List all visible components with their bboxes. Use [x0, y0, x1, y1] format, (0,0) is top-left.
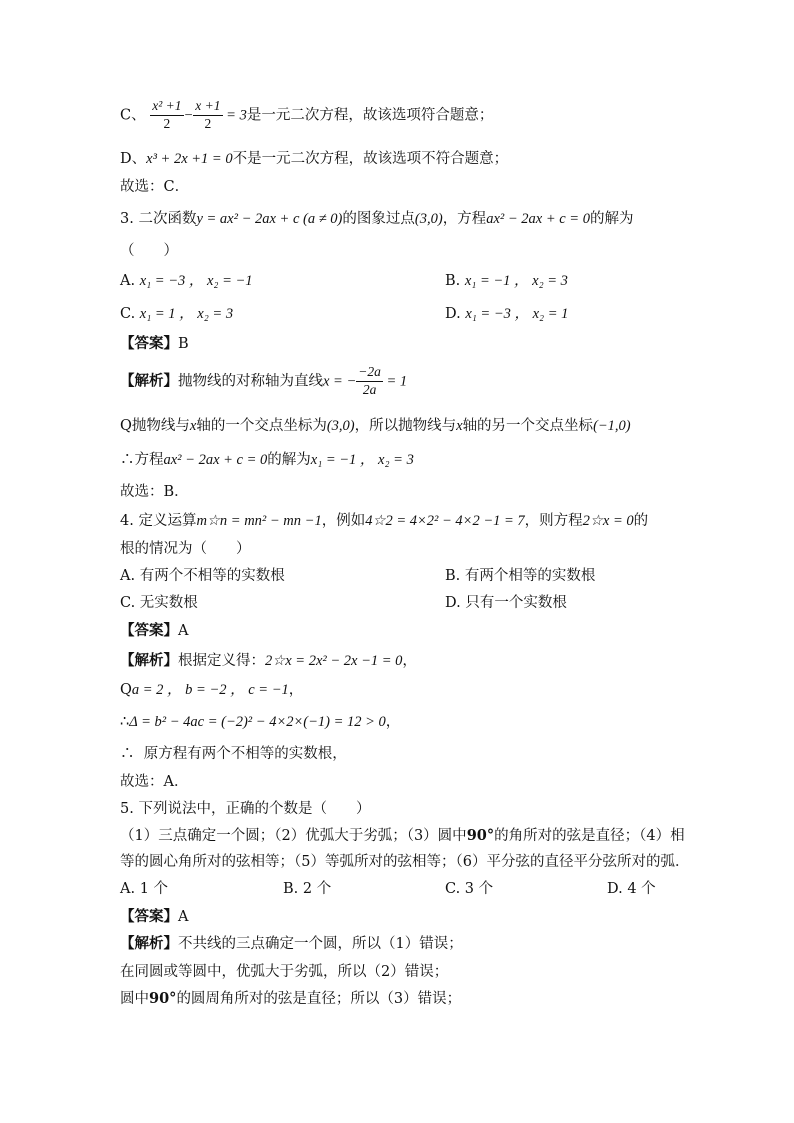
analysis-tag: 【解析】 [120, 652, 178, 669]
q4-option-b: B. 有两个相等的实数根 [445, 568, 596, 584]
analysis-text: 不共线的三点确定一个圆，所以（1）错误； [178, 936, 463, 952]
fraction-denominator: 2a [362, 381, 377, 397]
q3-option-a [120, 272, 253, 291]
variable: x [189, 418, 197, 434]
q5-analysis-2: 在同圆或等圆中，优弧大于劣弧，所以（2）错误； [120, 964, 449, 980]
q4-analysis-3 [120, 713, 400, 732]
point: (3,0) [414, 211, 443, 227]
therefore-symbol: ∴ [120, 746, 135, 762]
option-label: A. [120, 273, 136, 289]
option-value: x₁ = −1 ， x₂ = 3 [464, 273, 568, 289]
q3-choice: 故选：B． [120, 484, 189, 500]
answer-value: B [178, 336, 189, 352]
q5-stem: 5. 下列说法中，正确的个数是（ ） [120, 801, 371, 817]
point: (−1,0) [593, 418, 631, 434]
q4-option-d: D. 只有一个实数根 [445, 595, 567, 611]
answer-tag: 【答案】 [120, 622, 178, 639]
stem-text: 的解为 [589, 211, 634, 227]
stem-text: 的图象过点 [342, 211, 415, 227]
option-value: x₁ = 1 ， x₂ = 3 [139, 306, 234, 322]
equation: x = − [323, 373, 357, 390]
degree-value: 90° [149, 990, 177, 1007]
analysis-text: 的圆周角所对的弦是直径；所以（3）错误； [176, 991, 462, 1007]
analysis-text: 的解为 [267, 452, 311, 468]
option-label: C、 [120, 107, 146, 124]
because-symbol: Q [120, 682, 132, 698]
q2-choice: 故选：C． [120, 179, 190, 195]
q4-analysis-1 [120, 652, 417, 671]
analysis-tag: 【解析】 [120, 372, 178, 390]
option-label: B. [445, 273, 461, 289]
q5-option-a: A. 1 个 [120, 881, 169, 897]
q3-paren: （ ） [120, 243, 178, 259]
variable: x [456, 418, 463, 434]
q4-choice: 故选：A． [120, 774, 189, 790]
q5-option-b: B. 2 个 [283, 881, 332, 897]
punctuation: ， [402, 653, 417, 669]
q3-option-d [445, 305, 568, 324]
q4-option-a: A. 有两个不相等的实数根 [120, 568, 285, 584]
answer-value: A [178, 909, 189, 925]
q3-stem [120, 210, 633, 229]
equation: x³ + 2x +1 = 0 [146, 151, 233, 167]
q3-option-c [120, 305, 233, 324]
analysis-text: 轴的一个交点坐标为 [196, 418, 327, 434]
equation: 2☆x = 2x² − 2x −1 = 0 [265, 653, 403, 669]
q4-stem [120, 512, 648, 531]
q5-answer [120, 908, 188, 927]
punctuation: ， [385, 714, 401, 730]
because-symbol: Q [120, 418, 132, 434]
equation: = 1 [382, 373, 408, 390]
fraction-numerator: x +1 [193, 98, 222, 116]
answer-value: A [178, 623, 189, 639]
q3-analysis-3 [120, 451, 414, 470]
analysis-text: ∴方程 [120, 452, 164, 468]
analysis-text: 轴的另一个交点坐标 [462, 418, 594, 434]
equation: 2☆x = 0 [582, 513, 634, 529]
option-value: x₁ = −3 ， x₂ = −1 [139, 273, 253, 289]
q5-option-d: D. 4 个 [607, 881, 656, 897]
q2-option-d [120, 150, 508, 169]
q4-answer [120, 622, 188, 641]
option-text: 不是一元二次方程，故该选项不符合题意； [232, 151, 509, 167]
analysis-text: 根据定义得： [178, 653, 265, 669]
analysis-text: 圆中 [120, 991, 149, 1007]
equation: m☆n = mn² − mn −1 [196, 513, 322, 529]
q2-option-c [120, 98, 493, 133]
q3-analysis-2 [120, 417, 631, 436]
analysis-text: 原方程有两个不相等的实数根， [143, 746, 347, 762]
option-label: D. [445, 306, 461, 322]
option-label: D、 [120, 151, 147, 167]
therefore-symbol: ∴ [120, 714, 130, 730]
equation: y = ax² − 2ax + c (a ≠ 0) [196, 211, 343, 227]
analysis-text: ，所以抛物线与 [354, 418, 457, 434]
fraction [193, 98, 222, 133]
q3-analysis-1 [120, 364, 407, 399]
q5-body-2: 等的圆心角所对的弦相等；（5）等弧所对的弦相等；（6）平分弦的直径平分弦所对的弧． [120, 854, 690, 870]
minus-sign: − [183, 107, 194, 124]
q4-stem-line2: 根的情况为（ ） [120, 541, 251, 557]
equation: ax² − 2ax + c = 0 [163, 452, 268, 468]
stem-text: ，则方程 [524, 513, 583, 529]
q4-analysis-2 [120, 681, 303, 700]
stem-text: 的 [633, 513, 649, 529]
stem-text: ，方程 [442, 211, 487, 227]
q5-option-c: C. 3 个 [445, 881, 494, 897]
stem-text: 4. 定义运算 [120, 513, 197, 529]
fraction [150, 98, 183, 133]
fraction [356, 364, 383, 399]
answer-tag: 【答案】 [120, 335, 178, 352]
degree-value: 90° [466, 827, 495, 844]
solution: x₁ = −1 ， x₂ = 3 [310, 452, 414, 468]
punctuation: ， [288, 682, 304, 698]
stem-text: 3. 二次函数 [120, 211, 197, 227]
body-text: 的角所对的弦是直径；（4）相 [494, 828, 685, 844]
equation: 4☆2 = 4×2² − 4×2 −1 = 7 [365, 513, 525, 529]
q5-analysis-3 [120, 990, 461, 1009]
q5-analysis-1 [120, 935, 463, 954]
q4-option-c: C. 无实数根 [120, 595, 198, 611]
equation-rhs: = 3 [222, 107, 247, 124]
analysis-tag: 【解析】 [120, 935, 178, 952]
stem-text: ，例如 [321, 513, 366, 529]
q3-option-b [445, 272, 568, 291]
analysis-text: 抛物线的对称轴为直线 [178, 373, 323, 390]
equation: a = 2 ， b = −2 ， c = −1 [131, 682, 289, 698]
q5-body-1 [120, 827, 685, 846]
fraction-numerator: x² +1 [150, 98, 183, 116]
q3-answer [120, 335, 189, 354]
option-value: x₁ = −3 ， x₂ = 1 [465, 306, 569, 322]
point: (3,0) [326, 418, 355, 434]
fraction-denominator: 2 [163, 115, 171, 131]
answer-tag: 【答案】 [120, 908, 178, 925]
body-text: （1）三点确定一个圆；（2）优弧大于劣弧；（3）圆中 [120, 828, 467, 844]
fraction-denominator: 2 [204, 115, 212, 131]
option-label: C. [120, 306, 136, 322]
q4-analysis-4 [120, 745, 347, 764]
equation: ax² − 2ax + c = 0 [486, 211, 590, 227]
analysis-text: 抛物线与 [131, 418, 190, 434]
equation: Δ = b² − 4ac = (−2)² − 4×2×(−1) = 12 > 0 [129, 714, 386, 730]
option-text: 是一元二次方程，故该选项符合题意； [246, 107, 494, 124]
fraction-numerator: −2a [356, 364, 383, 382]
